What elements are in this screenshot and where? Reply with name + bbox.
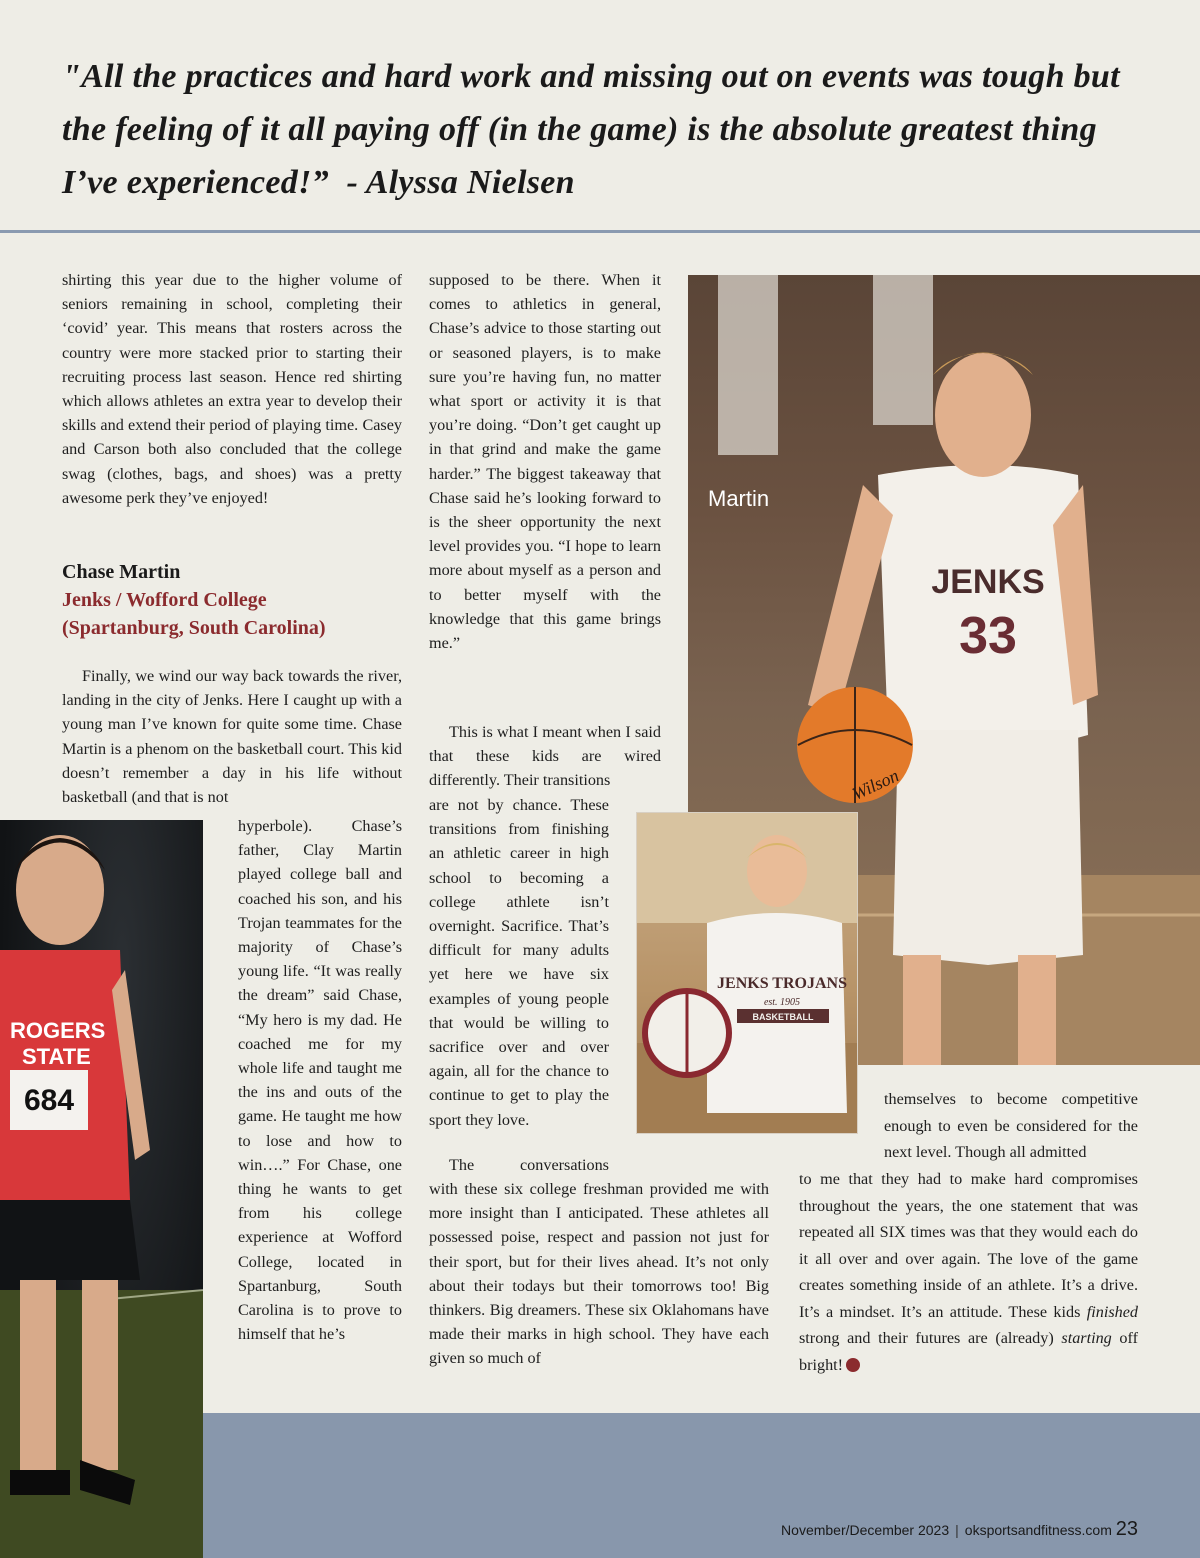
page-number: 23 (1115, 1518, 1138, 1540)
photo-caption-martin: Martin (708, 486, 770, 511)
runner-illustration (0, 820, 203, 1558)
article-paragraph: hyperbole). Chase’s father, Clay Martin played college ball and coached his son, and his Trojan teammates for the majority of Chase’s young life. “It was really the dream” said Chase, “My hero is my dad. He coached me for my whole life and taught me the ins and outs of the game. He taught me how to lose and how to win….” For Chase, one thing he wants to get from his college experience at Wofford College, located in Spartanburg, South Carolina is to prove to himself that he’s (238, 817, 402, 1344)
article-col2-para3-rest (429, 1177, 769, 1371)
section-heading-name: Chase Martin (62, 561, 181, 583)
article-text: to me that they had to make hard compromises throughout the years, the one statement that was repeated all SIX times was that they would each do it all over and over again. The love of the game creates something inside of an athlete. It’s a drive. It’s a mindset. It’s an attitude. These kids (799, 1170, 1138, 1321)
ball-brand-text: Wilson (849, 765, 902, 804)
emphasis-starting: starting (1061, 1329, 1112, 1347)
pull-quote-author: - Alyssa Nielsen (346, 164, 575, 201)
article-col1-para2-continued (238, 814, 402, 1346)
section-heading-chase-martin (62, 558, 402, 642)
article-paragraph: shirting this year due to the higher volume of seniors remaining in school, completing their ‘covid’ year. This means that rosters across the country were more stacked prior to starting their recruiting process last season. Hence red shirting which allows athletes an extra year to develop their skills and extend their period of playing time. Casey and Carson both also concluded that the college swag (clothes, bags, and shoes) was a pretty awesome perk they’ve enjoyed! (62, 271, 402, 507)
article-paragraph (799, 1166, 1138, 1378)
article-col3-para-rest (799, 1166, 1138, 1378)
jersey-team-text: JENKS (931, 563, 1045, 601)
emphasis-finished: finished (1086, 1302, 1138, 1321)
article-paragraph: supposed to be there. When it comes to athletics in general, Chase’s advice to those starting out or seasoned players, is to make sure you’re having fun, no matter what sport or activity it is that you’re doing. “Don’t get caught up in that grind and make the game harder.” The biggest takeaway that Chase said he’s looking forward to is the sheer opportunity the next level provides you. “I hope to learn more about myself as a person and to better myself with the knowledge that this game brings me.” (429, 271, 661, 653)
article-paragraph: are not by chance. These transitions from finishing an athletic career in high school to becoming a college athlete isn’t overnight. Sacrifice. That’s difficult for many adults yet here we have six examples of young people that would be willing to sacrifice over and over again, all for the chance to continue to get to play the sport they love. (429, 796, 609, 1129)
photo-young-chase (636, 812, 858, 1134)
runner-bib-number: 684 (23, 1084, 75, 1117)
article-col2-para1 (429, 268, 661, 655)
quote-divider (0, 230, 1200, 233)
pull-quote-text: "All the practices and hard work and missing out on events was tough but the feeling of it all paying off (in the game) is the absolute greatest thing I’ve experienced!” (62, 58, 1120, 201)
footer-site: oksportsandfitness.com (964, 1522, 1112, 1538)
page-footer (781, 1518, 1138, 1541)
pull-quote (62, 50, 1142, 209)
footer-separator: | (955, 1522, 959, 1538)
kid-shirt-line3: BASKETBALL (752, 1012, 814, 1022)
runner-jersey-line2: STATE (22, 1044, 91, 1069)
photo-rogers-state-runner (0, 820, 203, 1558)
footer-issue: November/December 2023 (781, 1522, 950, 1538)
jersey-number-text: 33 (959, 607, 1017, 665)
end-of-article-icon (846, 1358, 860, 1372)
article-paragraph: with these six college freshman provided me with more insight than I anticipated. These athletes all possessed poise, respect and passion not just for their sport, but for their lives ahead. It’s not only about their todays but their tomorrows too! Big thinkers. Big dreamers. These six Oklahomans have made their marks in high school. They have each given so much of (429, 1180, 769, 1368)
section-heading-school: Jenks / Wofford College (62, 589, 267, 611)
young-chase-illustration (637, 813, 857, 1133)
article-paragraph: Finally, we wind our way back towards the river, landing in the city of Jenks. Here I caught up with a young man I’ve known for quite some time. Chase Martin is a phenom on the basketball court. This kid doesn’t remember a day in his life without basketball (and that is not (62, 667, 402, 807)
article-text: off bright! (799, 1329, 1138, 1374)
section-heading-location: (Spartanburg, South Carolina) (62, 617, 326, 639)
kid-shirt-line1: JENKS TROJANS (717, 975, 847, 992)
runner-jersey-line1: ROGERS (10, 1018, 106, 1043)
article-paragraph: This is what I meant when I said that these kids are wired differently. Their transitions (429, 723, 661, 790)
article-col3-para-start (884, 1086, 1138, 1166)
article-col1-para1 (62, 268, 402, 510)
article-col2-para2-start (429, 720, 661, 793)
article-paragraph: themselves to become competitive enough to even be considered for the next level. Though all admitted (884, 1090, 1138, 1161)
article-col2-para3-start (429, 1153, 609, 1177)
article-text: strong and their futures are (already) (799, 1329, 1062, 1347)
article-col1-para2 (62, 664, 402, 809)
article-col2-para2-mid (429, 793, 609, 1132)
kid-shirt-line2: est. 1905 (763, 997, 801, 1008)
article-paragraph: The conversations (449, 1156, 609, 1174)
